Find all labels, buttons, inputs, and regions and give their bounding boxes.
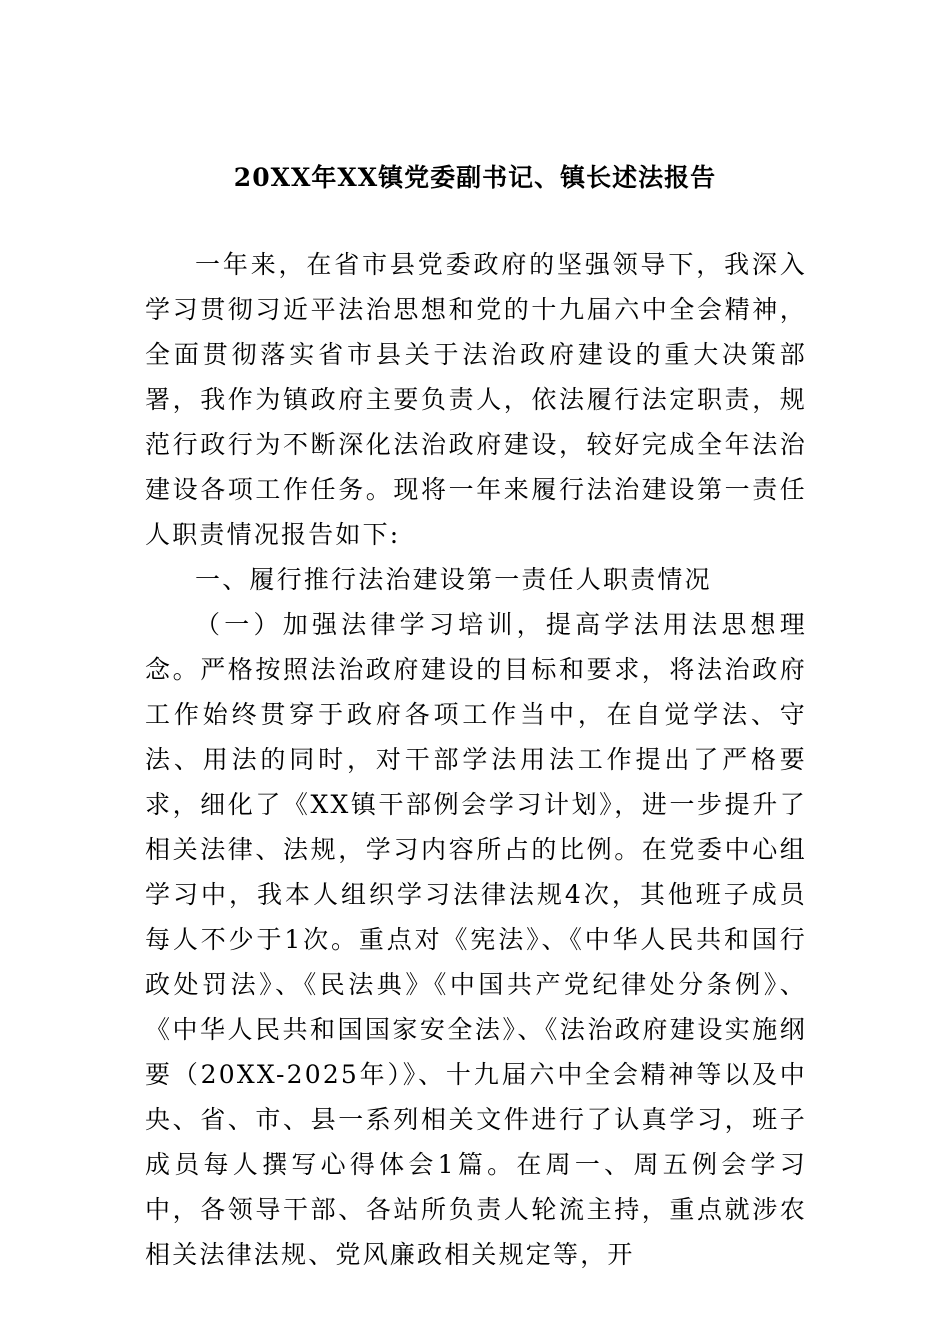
intro-paragraph: 一年来，在省市县党委政府的坚强领导下，我深入学习贯彻习近平法治思想和党的十九届六中全会精神，全面贯彻落实省市县关于法治政府建设的重大决策部署，我作为镇政府主要负责人，依法履行法定职责，规范行政行为不断深化法治政府建设，较好完成全年法治建设各项工作任务。现将一年来履行法治建设第一责任人职责情况报告如下: bbox=[145, 250, 807, 549]
subsection-paragraph: （一）加强法律学习培训，提高学法用法思想理念。严格按照法治政府建设的目标和要求，将法治政府工作始终贯穿于政府各项工作当中，在自觉学法、守法、用法的同时，对干部学法用法工作提出了严格要求，细化了《XX镇干部例会学习计划》，进一步提升了相关法律、法规，学习内容所占的比例。在党委中心组学习中，我本人组织学习法律法规4次，其他班子成员每人不少于1次。重点对《宪法》、《中华人民共和国行政处罚法》、《民法典》《中国共产党纪律处分条例》、《中华人民共和国国家安全法》、《法治政府建设实施纲要（20XX-2025年）》、十九届六中全会精神等以及中央、省、市、县一系列相关文件进行了认真学习，班子成员每人撰写心得体会1篇。在周一、周五例会学习中，各领导干部、各站所负责人轮流主持，重点就涉农相关法律法规、党风廉政相关规定等，开 bbox=[145, 610, 807, 1269]
document-body bbox=[145, 242, 807, 1277]
section-heading: 一、履行推行法治建设第一责任人职责情况 bbox=[195, 565, 712, 594]
document-title: 20XX年XX镇党委副书记、镇长述法报告 bbox=[233, 163, 717, 192]
